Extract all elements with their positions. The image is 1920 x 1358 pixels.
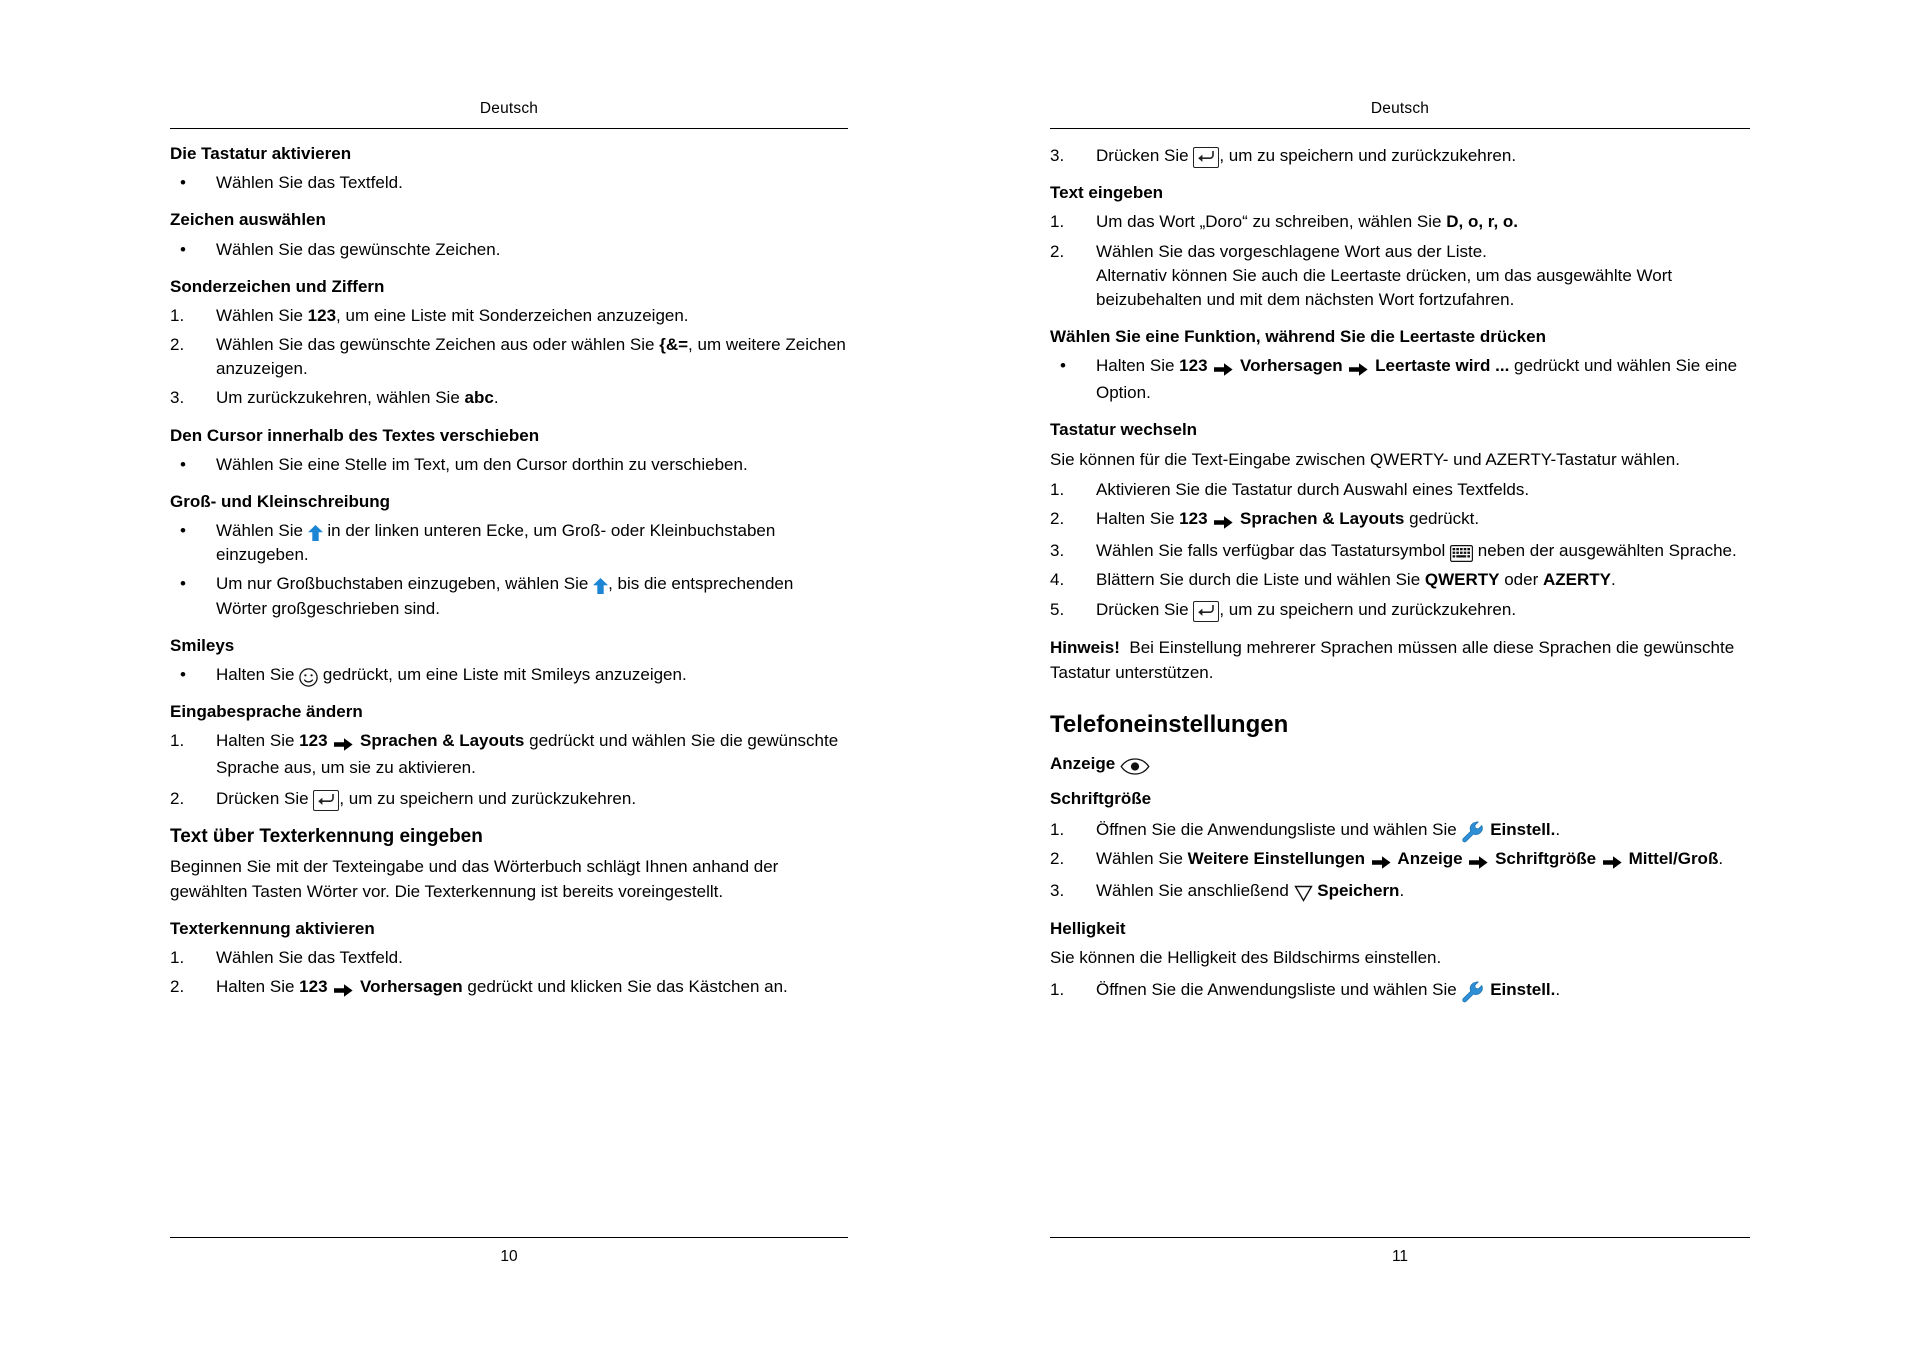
list-item-text: Wählen Sie anschließend Speichern. [1096, 881, 1405, 901]
section-heading: Die Tastatur aktivieren [170, 144, 352, 163]
list-marker: 2. [1050, 508, 1065, 528]
section-heading: Anzeige [1050, 753, 1750, 774]
list-marker: 2. [170, 788, 185, 808]
note-paragraph: Hinweis! Bei Einstellung mehrerer Sprachen müssen alle diese Sprachen die gewünschte Tastatur unterstützen. [1050, 638, 1735, 682]
smiley-icon [299, 668, 318, 687]
list-marker: 3. [1050, 146, 1065, 165]
section-heading: Text eingeben [1050, 183, 1164, 203]
list-item-text: Öffnen Sie die Anwendungsliste und wählen Sie Einstell.. [1096, 816, 1750, 842]
bullet-list [1050, 354, 1750, 405]
bullet-list [170, 663, 848, 687]
numbered-list [1050, 478, 1750, 623]
list-item-text: Halten Sie 123 Vorhersagen gedrückt und klicken Sie das Kästchen an. [216, 975, 848, 1002]
list-item [1050, 879, 1750, 903]
header-rule-left [170, 128, 848, 129]
section-heading: Wählen Sie eine Funktion, während Sie die Leertaste drücken [1050, 326, 1546, 346]
page-left-body [170, 143, 848, 1002]
list-item [1050, 816, 1750, 842]
numbered-list [1050, 976, 1750, 1002]
keyboard-icon [1450, 545, 1473, 562]
list-item-text: Wählen Sie in der linken unteren Ecke, um Groß- oder Kleinbuchstaben einzugeben. [216, 521, 776, 565]
list-item-text: Halten Sie 123 Sprachen & Layouts gedrückt und wählen Sie die gewünschte Sprache aus, um sie zu aktivieren. [216, 731, 839, 778]
running-head-right: Deutsch [1370, 100, 1430, 117]
list-item [1050, 240, 1750, 312]
list-marker: • [180, 574, 186, 594]
right-arrow-icon [1467, 851, 1490, 875]
list-item [170, 238, 848, 262]
page-footer-right [1050, 1237, 1750, 1266]
shift-up-arrow-icon [593, 577, 608, 593]
list-item [170, 572, 848, 620]
list-item-text: Halten Sie 123 Sprachen & Layouts gedrückt. [1096, 507, 1750, 534]
list-marker: 1. [1050, 820, 1065, 840]
right-arrow-icon [1601, 851, 1624, 875]
list-item-text: Halten Sie 123 Vorhersagen Leertaste wird ... gedrückt und wählen Sie eine Option. [1096, 356, 1738, 403]
list-marker: 1. [170, 306, 185, 325]
list-item [170, 946, 848, 970]
list-item-text: Drücken Sie , um zu speichern und zurückzukehren. [1096, 597, 1750, 622]
bullet-list [170, 453, 848, 477]
numbered-list [1050, 816, 1750, 903]
section-heading: Helligkeit [1050, 918, 1126, 938]
list-item-text: Drücken Sie , um zu speichern und zurückzukehren. [1096, 143, 1750, 168]
list-marker: 1. [1050, 479, 1065, 499]
list-marker: 4. [1050, 570, 1065, 590]
footer-rule-left [170, 1237, 848, 1238]
list-marker: 2. [1050, 241, 1065, 261]
list-marker: 1. [1050, 979, 1065, 999]
section-heading: Sonderzeichen und Ziffern [170, 276, 385, 296]
list-item [170, 975, 848, 1002]
section-heading: Tastatur wechseln [1050, 420, 1198, 440]
page-right [960, 0, 1920, 1358]
list-marker: • [180, 521, 186, 541]
list-marker: • [1060, 356, 1066, 376]
settings-wrench-icon [1461, 821, 1485, 843]
section-heading-large: Telefoneinstellungen [1050, 710, 1289, 738]
list-item [1050, 478, 1750, 502]
list-item-text: Um zurückzukehren, wählen Sie abc. [216, 388, 499, 408]
list-marker: • [180, 454, 186, 474]
page-footer-left [170, 1237, 848, 1266]
right-arrow-icon [332, 733, 355, 757]
section-heading: Smileys [170, 635, 235, 655]
list-item [170, 519, 848, 567]
display-eye-icon [1120, 758, 1150, 775]
list-item-text: Wählen Sie das gewünschte Zeichen. [216, 239, 501, 259]
section-heading: Den Cursor innerhalb des Textes verschieben [170, 425, 540, 445]
list-marker: 3. [1050, 881, 1065, 901]
shift-up-arrow-icon [308, 524, 323, 540]
right-arrow-icon [1212, 511, 1235, 535]
running-head-left: Deutsch [479, 100, 539, 117]
section-heading: Groß- und Kleinschreibung [170, 491, 391, 511]
list-item [1050, 210, 1750, 234]
list-item [1050, 597, 1750, 622]
list-item [1050, 976, 1750, 1002]
page-right-body [1050, 143, 1750, 1002]
right-arrow-icon [332, 979, 355, 1003]
header-rule-right [1050, 128, 1750, 129]
list-marker: 2. [170, 335, 185, 355]
list-item [170, 786, 848, 811]
list-item-text: Drücken Sie , um zu speichern und zurückzukehren. [216, 786, 848, 811]
list-marker: 3. [170, 388, 185, 408]
list-item [170, 453, 848, 477]
list-item [1050, 847, 1750, 874]
page-number-right: 11 [1391, 1248, 1409, 1265]
body-paragraph: Sie können für die Text-Eingabe zwischen QWERTY- und AZERTY-Tastatur wählen. [1050, 449, 1680, 469]
list-item-text: Wählen Sie falls verfügbar das Tastatursymbol neben der ausgewählten Sprache. [1096, 541, 1737, 560]
section-heading: Texterkennung aktivieren [170, 918, 375, 938]
section-heading: Eingabesprache ändern [170, 702, 363, 721]
section-heading: Schriftgröße [1050, 788, 1152, 808]
list-item [170, 171, 848, 195]
right-arrow-icon [1347, 358, 1370, 382]
numbered-list [1050, 143, 1750, 168]
list-item-text: Blättern Sie durch die Liste und wählen Sie QWERTY oder AZERTY. [1096, 570, 1616, 590]
section-heading: Zeichen auswählen [170, 210, 326, 230]
list-item-text: Wählen Sie das Textfeld. [216, 947, 403, 967]
list-item [1050, 354, 1750, 405]
body-paragraph: Beginnen Sie mit der Texteingabe und das Wörterbuch schlägt Ihnen anhand der gewählten Tasten Wörter vor. Die Texterkennung ist bereits voreingestellt. [170, 857, 779, 901]
back-key-icon [313, 790, 339, 811]
back-key-icon [1193, 147, 1219, 168]
body-paragraph: Sie können die Helligkeit des Bildschirms einstellen. [1050, 947, 1442, 967]
list-item-text: Um nur Großbuchstaben einzugeben, wählen Sie , bis die entsprechenden Wörter großgeschrieben sind. [216, 574, 794, 618]
list-marker: 1. [1050, 212, 1065, 232]
list-marker: 5. [1050, 600, 1065, 620]
list-item-text: Wählen Sie das gewünschte Zeichen aus oder wählen Sie {&=, um weitere Zeichen anzuzeigen. [216, 335, 846, 379]
numbered-list [1050, 210, 1750, 312]
list-item [1050, 568, 1750, 592]
bullet-list [170, 238, 848, 262]
list-item-text: Wählen Sie eine Stelle im Text, um den Cursor dorthin zu verschieben. [216, 454, 748, 474]
list-item-text: Wählen Sie Weitere Einstellungen Anzeige Schriftgröße Mittel/Groß. [1096, 847, 1750, 874]
list-marker: • [180, 173, 186, 193]
list-item [170, 386, 848, 410]
list-marker: 3. [1050, 541, 1065, 560]
bullet-list [170, 171, 848, 195]
page-number-left: 10 [500, 1248, 518, 1265]
footer-rule-right [1050, 1237, 1750, 1238]
list-item [170, 333, 848, 381]
list-item [170, 729, 848, 780]
check-save-icon [1294, 885, 1313, 902]
list-item-text: Wählen Sie das vorgeschlagene Wort aus der Liste. Alternativ können Sie auch die Leertaste drücken, um das ausgewählte Wort beizubehalten und mit dem nächsten Wort fortzufahren. [1096, 241, 1673, 309]
list-item-text: Wählen Sie das Textfeld. [216, 173, 403, 193]
list-item-text: Halten Sie gedrückt, um eine Liste mit Smileys anzuzeigen. [216, 663, 848, 687]
list-item [170, 663, 848, 687]
list-marker: 1. [170, 947, 185, 967]
list-marker: • [180, 239, 186, 259]
list-marker: • [180, 664, 186, 684]
list-marker: 1. [170, 731, 185, 751]
numbered-list [170, 729, 848, 810]
right-arrow-icon [1212, 358, 1235, 382]
list-item-text: Um das Wort „Doro“ zu schreiben, wählen Sie D, o, r, o. [1096, 212, 1519, 232]
numbered-list [170, 304, 848, 411]
list-marker: 2. [170, 977, 185, 996]
list-item [1050, 507, 1750, 534]
back-key-icon [1193, 601, 1219, 622]
list-item-text: Wählen Sie 123, um eine Liste mit Sonderzeichen anzuzeigen. [216, 306, 689, 325]
list-item [1050, 143, 1750, 168]
list-marker: 2. [1050, 849, 1065, 869]
list-item [1050, 539, 1750, 563]
right-arrow-icon [1370, 851, 1393, 875]
list-item [170, 304, 848, 328]
list-item-text: Öffnen Sie die Anwendungsliste und wählen Sie Einstell.. [1096, 976, 1750, 1002]
numbered-list [170, 946, 848, 1002]
bullet-list [170, 519, 848, 621]
settings-wrench-icon [1461, 981, 1485, 1003]
section-heading: Text über Texterkennung eingeben [170, 825, 483, 847]
list-item-text: Aktivieren Sie die Tastatur durch Auswahl eines Textfelds. [1096, 479, 1530, 499]
